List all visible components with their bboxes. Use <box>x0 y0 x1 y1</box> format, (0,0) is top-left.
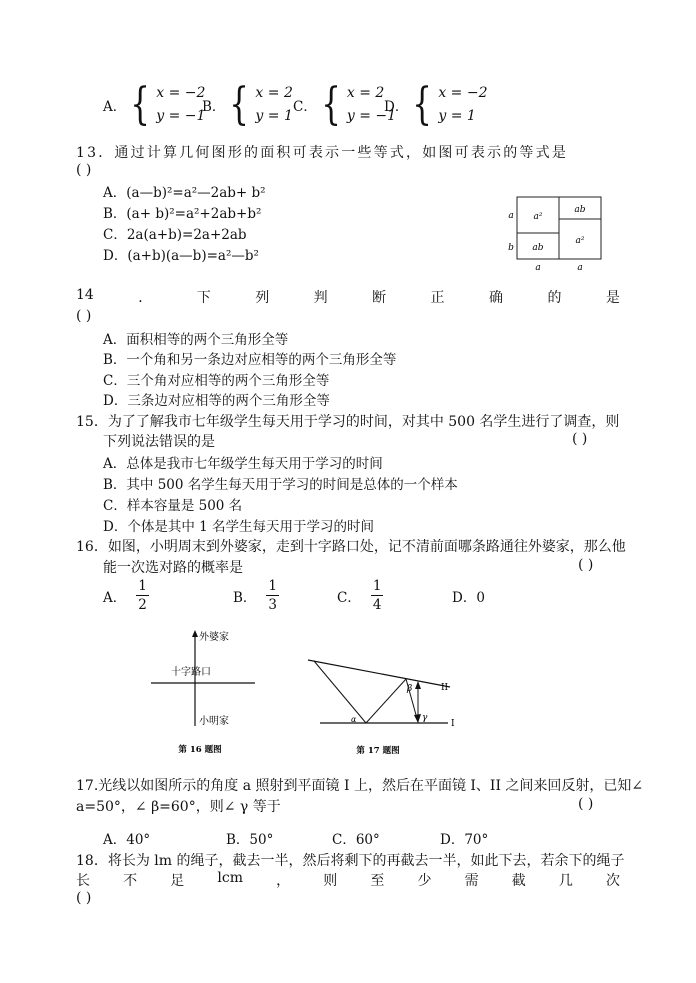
q14-option-a: A．面积相等的两个三角形全等 <box>103 332 289 348</box>
cell-ab-left: ab <box>532 243 544 253</box>
q16-option-c <box>337 577 383 614</box>
q15-paren: ( ) <box>572 431 588 447</box>
q13-option-b: B．(a+ b)²=a²+2ab+b² <box>103 206 262 222</box>
fraction-denominator: 2 <box>138 597 147 613</box>
q17-paren: ( ) <box>578 796 594 812</box>
q14-option-c: C．三个角对应相等的两个三角形全等 <box>103 373 330 389</box>
q14-paren: ( ) <box>76 308 92 324</box>
stem-char: 确 <box>489 290 503 306</box>
q12-option-b <box>202 79 293 130</box>
q14-option-d: D．三条边对应相等的两个三角形全等 <box>103 393 330 409</box>
stem-char: 判 <box>313 290 328 306</box>
stem-char: 是 <box>605 290 620 306</box>
stem-char: 需 <box>464 873 479 889</box>
q12-option-d <box>384 79 488 130</box>
equation: y = −1 <box>156 108 206 124</box>
stem-char: 少 <box>417 873 432 889</box>
stem-char: 则 <box>323 873 338 889</box>
q17-option-b: B．50° <box>226 832 274 848</box>
fraction-numerator: 1 <box>372 578 382 594</box>
stem-char: lcm <box>217 870 243 886</box>
label-crossroad: 十字路口 <box>171 667 211 678</box>
label-xiaoming-house: 小明家 <box>199 716 229 727</box>
stem-char: 足 <box>170 873 185 889</box>
q15-option-a: A．总体是我市七年级学生每天用于学习的时间 <box>103 456 383 472</box>
equation: x = −2 <box>438 85 488 101</box>
stem-char: 至 <box>370 873 385 889</box>
stem-char: 的 <box>547 290 562 306</box>
bottom-label-a: a <box>535 263 541 273</box>
equation: x = 2 <box>346 85 385 101</box>
option-label: B． <box>233 589 257 606</box>
q17-option-c: C．60° <box>332 832 380 848</box>
equation: y = 1 <box>438 108 476 124</box>
q16-option-b <box>233 577 279 614</box>
q14-option-b: B．一个角和另一条边对应相等的两个三角形全等 <box>103 352 397 368</box>
stem-char: 次 <box>605 873 620 889</box>
cell-ab-right: ab <box>574 205 586 215</box>
angle-alpha: α <box>351 715 357 724</box>
stem-char: 列 <box>255 290 270 306</box>
arrow-up-icon <box>192 630 198 637</box>
q12-option-c-label: C． <box>293 99 317 115</box>
q13-option-d: D．(a+b)(a—b)=a²—b² <box>103 248 259 264</box>
q16-stem-line1: 16．如图，小明周末到外婆家，走到十字路口处，记不清前面哪条路通往外婆家，那么他 <box>76 539 626 555</box>
stem-char: 几 <box>558 873 573 889</box>
q17-stem-line2: a=50°，∠ β=60°，则∠ γ 等于 <box>76 799 281 815</box>
light-ray <box>366 679 406 723</box>
light-ray <box>314 661 366 723</box>
q13-option-a: A．(a—b)²=a²—2ab+ b² <box>103 185 266 201</box>
q17-option-d: D．70° <box>440 832 489 848</box>
stem-char: 14 <box>76 287 94 303</box>
stem-char: 截 <box>511 873 526 889</box>
q18-paren: ( ) <box>76 890 92 906</box>
mirror-i-label: I <box>451 719 455 729</box>
q12-option-c <box>293 79 397 130</box>
angle-gamma: γ <box>422 713 428 723</box>
q18-stem-line1: 18．将长为 lm 的绳子，截去一半，然后将剩下的再截去一半，如此下去，若余下的绳子 <box>76 853 625 869</box>
stem-char: 断 <box>372 290 387 306</box>
q16-stem-line2: 能一次选对路的概率是 <box>103 560 243 576</box>
fraction-denominator: 4 <box>372 597 382 613</box>
arrow-up-icon <box>415 681 421 689</box>
q13-paren: ( ) <box>76 162 92 178</box>
cell-a2-left: a² <box>533 212 543 222</box>
side-label-a: a <box>508 211 514 221</box>
q14-stem <box>76 287 620 307</box>
equation: x = −2 <box>156 85 206 101</box>
stem-char: 正 <box>430 290 445 306</box>
q15-stem-line1: 15．为了了解我市七年级学生每天用于学习的时间，对其中 500 名学生进行了调查，则 <box>76 414 620 430</box>
q17-option-a: A．40° <box>103 832 151 848</box>
brace: { <box>412 79 433 130</box>
stem-char: 不 <box>123 873 138 889</box>
q12-option-a-label: A． <box>103 99 127 115</box>
stem-char: ． <box>138 290 153 306</box>
q15-stem-line2: 下列说法错误的是 <box>103 434 215 450</box>
bottom-label-a: a <box>577 263 583 273</box>
q12-option-a <box>103 79 206 130</box>
brace: { <box>130 79 151 130</box>
q18-stem-line2 <box>76 870 620 890</box>
label-grandma-house: 外婆家 <box>199 632 229 643</box>
equation: x = 2 <box>255 85 293 101</box>
q13-stem: 13．通过计算几何图形的面积可表示一些等式，如图可表示的等式是 <box>76 145 569 161</box>
option-label: C． <box>337 589 361 606</box>
q12-option-d-label: D． <box>384 99 409 115</box>
brace: { <box>229 79 250 130</box>
mirror-ii-label: II <box>441 683 449 693</box>
q16-figure <box>145 626 270 756</box>
figure-caption: 第 17 题图 <box>356 746 400 756</box>
q17-figure <box>300 652 470 757</box>
stem-char: 下 <box>196 290 211 306</box>
q16-paren: ( ) <box>578 557 594 573</box>
q16-option-a <box>103 577 149 614</box>
q13-figure <box>503 192 609 274</box>
fraction-numerator: 1 <box>268 578 278 594</box>
q13-option-c: C．2a(a+b)=2a+2ab <box>103 227 247 243</box>
q17-stem-line1: 17.光线以如图所示的角度 a 照射到平面镜 I 上，然后在平面镜 I、II 之间来回反射，已知∠ <box>76 778 644 794</box>
fraction-numerator: 1 <box>138 578 147 594</box>
equation: y = 1 <box>255 108 293 124</box>
q16-option-d: D．0 <box>452 590 485 606</box>
equation: y = −1 <box>346 108 397 124</box>
mirror-ii <box>308 660 450 687</box>
q15-option-c: C．样本容量是 500 名 <box>103 498 243 514</box>
figure-caption: 第 16 题图 <box>178 745 222 755</box>
option-label: A． <box>103 589 127 606</box>
q15-option-b: B．其中 500 名学生每天用于学习的时间是总体的一个样本 <box>103 477 458 493</box>
cell-a2-right: a² <box>575 236 585 246</box>
side-label-b: b <box>508 243 514 253</box>
angle-beta: β <box>407 684 413 694</box>
stem-char: 长 <box>76 873 90 889</box>
stem-char: ， <box>276 873 291 889</box>
q12-option-b-label: B． <box>202 99 226 115</box>
fraction-denominator: 3 <box>268 597 278 613</box>
brace: { <box>321 79 341 130</box>
q15-option-d: D．个体是其中 1 名学生每天用于学习的时间 <box>103 519 374 535</box>
